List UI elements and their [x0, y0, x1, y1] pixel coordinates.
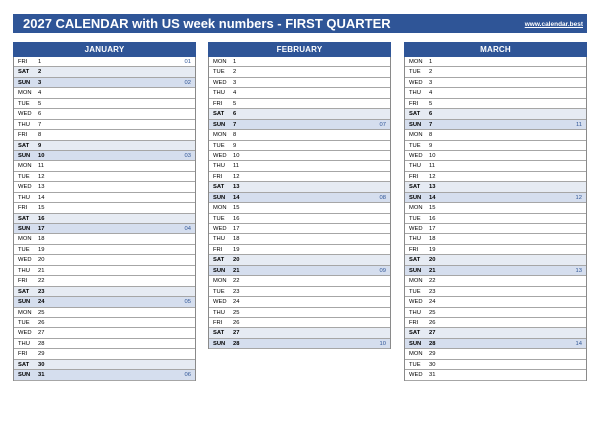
day-number: 26: [233, 319, 240, 326]
day-number: 9: [233, 142, 237, 149]
weekday-label: MON: [213, 278, 227, 285]
day-number: 21: [429, 267, 436, 274]
weekday-label: FRI: [213, 246, 223, 253]
weekday-label: WED: [18, 330, 32, 337]
weekday-label: SUN: [213, 194, 226, 201]
week-number: 03: [184, 152, 191, 159]
day-row: [405, 318, 586, 328]
day-row: [209, 255, 390, 265]
day-number: 15: [38, 205, 45, 212]
day-row: [14, 67, 195, 77]
day-row: [14, 349, 195, 359]
day-row: [209, 266, 390, 276]
day-number: 18: [233, 236, 240, 243]
weekday-label: SUN: [409, 340, 422, 347]
weekday-label: FRI: [213, 319, 223, 326]
day-number: 6: [233, 111, 237, 118]
weekday-label: MON: [409, 132, 423, 139]
day-list: [13, 57, 196, 381]
weekday-label: THU: [213, 309, 225, 316]
day-number: 7: [233, 121, 237, 128]
day-number: 31: [38, 372, 45, 379]
day-number: 8: [429, 132, 433, 139]
weekday-label: FRI: [409, 100, 419, 107]
day-row: [405, 328, 586, 338]
week-number: 04: [184, 226, 191, 232]
day-number: 24: [429, 299, 436, 306]
weekday-label: SAT: [409, 184, 421, 191]
weekday-label: THU: [213, 163, 225, 170]
day-number: 16: [233, 215, 240, 222]
day-number: 2: [38, 69, 42, 76]
day-number: 23: [233, 288, 240, 295]
weekday-label: TUE: [18, 100, 30, 107]
weekday-label: THU: [18, 340, 30, 347]
weekday-label: TUE: [409, 361, 421, 368]
day-number: 16: [429, 215, 436, 222]
day-number: 17: [233, 226, 240, 232]
weekday-label: SAT: [18, 288, 30, 295]
week-number: 01: [184, 59, 191, 65]
weekday-label: FRI: [18, 59, 28, 65]
weekday-label: TUE: [213, 215, 225, 222]
day-number: 18: [38, 236, 45, 243]
weekday-label: FRI: [213, 100, 223, 107]
day-row: [14, 99, 195, 109]
day-row: [405, 120, 586, 130]
weekday-label: SUN: [213, 267, 226, 274]
day-number: 9: [429, 142, 433, 149]
day-row: [209, 78, 390, 88]
day-row: [14, 78, 195, 88]
weekday-label: TUE: [409, 142, 421, 149]
weekday-label: WED: [213, 152, 227, 159]
day-row: [14, 172, 195, 182]
day-row: [405, 255, 586, 265]
day-number: 26: [429, 319, 436, 326]
day-number: 5: [38, 100, 42, 107]
day-row: [405, 109, 586, 119]
weekday-label: SAT: [18, 215, 30, 222]
weekday-label: THU: [409, 236, 421, 243]
day-row: [209, 172, 390, 182]
day-number: 25: [429, 309, 436, 316]
weekday-label: THU: [18, 194, 30, 201]
day-row: [14, 266, 195, 276]
day-number: 12: [233, 173, 240, 180]
day-number: 9: [38, 142, 42, 149]
week-number: 11: [575, 121, 582, 128]
day-number: 15: [429, 205, 436, 212]
weekday-label: SUN: [409, 121, 422, 128]
day-row: [405, 130, 586, 140]
day-number: 8: [233, 132, 237, 139]
weekday-label: WED: [409, 79, 423, 86]
day-number: 6: [429, 111, 433, 118]
day-row: [14, 88, 195, 98]
day-row: [209, 193, 390, 203]
week-number: 02: [184, 79, 191, 86]
weekday-label: SAT: [409, 330, 421, 337]
day-row: [14, 276, 195, 286]
day-row: [14, 161, 195, 171]
week-number: 10: [379, 340, 386, 347]
day-row: [209, 203, 390, 213]
day-number: 28: [429, 340, 436, 347]
weekday-label: MON: [18, 236, 32, 243]
weekday-label: THU: [18, 121, 30, 128]
week-number: 13: [575, 267, 582, 274]
day-row: [14, 370, 195, 380]
day-number: 22: [233, 278, 240, 285]
day-number: 19: [233, 246, 240, 253]
weekday-label: SAT: [213, 111, 225, 118]
day-row: [14, 57, 195, 67]
day-row: [209, 234, 390, 244]
day-list: [208, 57, 391, 349]
day-number: 6: [38, 111, 42, 118]
weekday-label: SAT: [18, 361, 30, 368]
day-number: 10: [233, 152, 240, 159]
week-number: 14: [575, 340, 582, 347]
page-title: 2027 CALENDAR with US week numbers - FIRST QUARTER: [23, 16, 391, 31]
weekday-label: THU: [213, 90, 225, 97]
day-number: 21: [38, 267, 45, 274]
weekday-label: SAT: [213, 257, 225, 264]
day-row: [14, 151, 195, 161]
weekday-label: TUE: [18, 319, 30, 326]
day-number: 8: [38, 132, 42, 139]
day-number: 7: [429, 121, 433, 128]
day-row: [209, 276, 390, 286]
day-number: 5: [233, 100, 237, 107]
day-row: [209, 67, 390, 77]
weekday-label: FRI: [213, 173, 223, 180]
day-number: 11: [38, 163, 45, 170]
day-number: 10: [429, 152, 436, 159]
day-number: 12: [429, 173, 436, 180]
weekday-label: THU: [18, 267, 30, 274]
day-number: 14: [429, 194, 436, 201]
day-list: [404, 57, 587, 381]
week-number: 06: [184, 372, 191, 379]
day-row: [14, 339, 195, 349]
day-number: 10: [38, 152, 45, 159]
day-row: [209, 214, 390, 224]
day-number: 20: [233, 257, 240, 264]
day-row: [14, 203, 195, 213]
week-number: 08: [379, 194, 386, 201]
day-row: [405, 151, 586, 161]
weekday-label: WED: [18, 184, 32, 191]
day-row: [405, 349, 586, 359]
day-row: [405, 88, 586, 98]
day-number: 13: [38, 184, 45, 191]
weekday-label: SUN: [18, 226, 31, 232]
day-row: [14, 297, 195, 307]
week-number: 09: [379, 267, 386, 274]
day-number: 14: [233, 194, 240, 201]
weekday-label: TUE: [18, 173, 30, 180]
day-row: [209, 245, 390, 255]
weekday-label: WED: [213, 226, 227, 232]
day-number: 31: [429, 372, 436, 379]
weekday-label: SAT: [213, 184, 225, 191]
day-row: [14, 318, 195, 328]
day-row: [14, 141, 195, 151]
week-number: 05: [184, 299, 191, 306]
weekday-label: SUN: [18, 372, 31, 379]
page-header: [13, 14, 587, 33]
day-row: [405, 339, 586, 349]
day-row: [405, 297, 586, 307]
day-number: 3: [233, 79, 237, 86]
month-header: FEBRUARY: [208, 42, 391, 57]
day-row: [14, 214, 195, 224]
weekday-label: FRI: [409, 319, 419, 326]
day-row: [405, 276, 586, 286]
day-row: [405, 234, 586, 244]
day-row: [14, 120, 195, 130]
weekday-label: WED: [18, 257, 32, 264]
day-number: 3: [38, 79, 42, 86]
weekday-label: TUE: [213, 142, 225, 149]
day-number: 29: [38, 351, 45, 358]
day-number: 16: [38, 215, 45, 222]
day-number: 14: [38, 194, 45, 201]
day-number: 22: [429, 278, 436, 285]
day-row: [14, 287, 195, 297]
weekday-label: MON: [18, 163, 32, 170]
day-row: [14, 130, 195, 140]
weekday-label: SAT: [213, 330, 225, 337]
day-row: [405, 182, 586, 192]
day-row: [14, 360, 195, 370]
day-row: [405, 141, 586, 151]
weekday-label: SAT: [18, 142, 30, 149]
weekday-label: WED: [409, 372, 423, 379]
day-number: 13: [233, 184, 240, 191]
day-number: 28: [38, 340, 45, 347]
weekday-label: THU: [409, 309, 421, 316]
week-number: 12: [575, 194, 582, 201]
day-number: 28: [233, 340, 240, 347]
day-row: [209, 88, 390, 98]
weekday-label: FRI: [409, 173, 419, 180]
weekday-label: MON: [18, 309, 32, 316]
day-row: [209, 141, 390, 151]
day-number: 3: [429, 79, 433, 86]
day-number: 4: [38, 90, 42, 97]
week-number: 07: [379, 121, 386, 128]
day-number: 11: [233, 163, 240, 170]
day-number: 4: [233, 90, 237, 97]
weekday-label: MON: [213, 205, 227, 212]
day-number: 30: [38, 361, 45, 368]
weekday-label: TUE: [409, 215, 421, 222]
day-row: [14, 308, 195, 318]
weekday-label: SAT: [18, 69, 30, 76]
day-row: [209, 151, 390, 161]
day-row: [405, 224, 586, 234]
day-row: [209, 120, 390, 130]
day-number: 23: [429, 288, 436, 295]
day-number: 12: [38, 173, 45, 180]
weekday-label: WED: [409, 299, 423, 306]
day-number: 27: [233, 330, 240, 337]
day-row: [209, 57, 390, 67]
weekday-label: MON: [409, 278, 423, 285]
day-row: [209, 308, 390, 318]
day-row: [14, 182, 195, 192]
weekday-label: TUE: [409, 69, 421, 76]
day-row: [405, 360, 586, 370]
weekday-label: SUN: [18, 299, 31, 306]
weekday-label: TUE: [213, 69, 225, 76]
weekday-label: FRI: [409, 246, 419, 253]
weekday-label: WED: [213, 79, 227, 86]
month-column-march: [404, 42, 587, 381]
day-number: 2: [233, 69, 237, 76]
day-number: 23: [38, 288, 45, 295]
day-number: 27: [429, 330, 436, 337]
weekday-label: MON: [409, 351, 423, 358]
day-number: 20: [38, 257, 45, 264]
day-row: [14, 193, 195, 203]
weekday-label: TUE: [213, 288, 225, 295]
month-header: JANUARY: [13, 42, 196, 57]
day-number: 20: [429, 257, 436, 264]
day-number: 13: [429, 184, 436, 191]
day-number: 11: [429, 163, 436, 170]
weekday-label: MON: [18, 90, 32, 97]
day-row: [405, 172, 586, 182]
weekday-label: MON: [213, 59, 227, 65]
day-number: 29: [429, 351, 436, 358]
day-row: [14, 224, 195, 234]
day-number: 2: [429, 69, 433, 76]
day-row: [405, 287, 586, 297]
day-row: [209, 99, 390, 109]
weekday-label: FRI: [18, 278, 28, 285]
weekday-label: FRI: [18, 205, 28, 212]
day-row: [405, 203, 586, 213]
day-number: 5: [429, 100, 433, 107]
day-row: [14, 109, 195, 119]
day-number: 19: [429, 246, 436, 253]
weekday-label: MON: [409, 205, 423, 212]
day-row: [14, 245, 195, 255]
day-number: 15: [233, 205, 240, 212]
weekday-label: SUN: [213, 340, 226, 347]
day-number: 1: [38, 59, 42, 65]
day-row: [405, 161, 586, 171]
weekday-label: SUN: [18, 79, 31, 86]
day-row: [405, 99, 586, 109]
weekday-label: SUN: [213, 121, 226, 128]
day-number: 19: [38, 246, 45, 253]
month-column-january: [13, 42, 196, 381]
weekday-label: MON: [213, 132, 227, 139]
day-row: [209, 182, 390, 192]
weekday-label: THU: [409, 90, 421, 97]
day-row: [209, 224, 390, 234]
day-row: [14, 255, 195, 265]
weekday-label: FRI: [18, 351, 28, 358]
day-number: 17: [429, 226, 436, 232]
day-number: 7: [38, 121, 42, 128]
day-row: [405, 214, 586, 224]
day-number: 4: [429, 90, 433, 97]
day-row: [14, 328, 195, 338]
site-link[interactable]: www.calendar.best: [524, 21, 583, 28]
day-number: 30: [429, 361, 436, 368]
day-row: [405, 308, 586, 318]
day-row: [405, 78, 586, 88]
weekday-label: WED: [409, 226, 423, 232]
day-row: [405, 57, 586, 67]
weekday-label: THU: [409, 163, 421, 170]
day-number: 21: [233, 267, 240, 274]
day-row: [405, 266, 586, 276]
day-row: [14, 234, 195, 244]
weekday-label: TUE: [409, 288, 421, 295]
weekday-label: SUN: [409, 267, 422, 274]
day-row: [405, 370, 586, 380]
day-number: 26: [38, 319, 45, 326]
weekday-label: SAT: [409, 257, 421, 264]
weekday-label: WED: [213, 299, 227, 306]
day-number: 22: [38, 278, 45, 285]
day-row: [209, 109, 390, 119]
day-row: [209, 328, 390, 338]
day-number: 24: [38, 299, 45, 306]
day-row: [405, 193, 586, 203]
day-row: [209, 339, 390, 349]
weekday-label: THU: [213, 236, 225, 243]
day-number: 1: [233, 59, 237, 65]
day-number: 27: [38, 330, 45, 337]
weekday-label: MON: [409, 59, 423, 65]
day-number: 17: [38, 226, 45, 232]
day-number: 24: [233, 299, 240, 306]
weekday-label: WED: [409, 152, 423, 159]
weekday-label: SUN: [409, 194, 422, 201]
day-row: [405, 67, 586, 77]
weekday-label: SAT: [409, 111, 421, 118]
weekday-label: FRI: [18, 132, 28, 139]
day-number: 1: [429, 59, 433, 65]
day-row: [209, 318, 390, 328]
day-row: [405, 245, 586, 255]
day-row: [209, 130, 390, 140]
day-number: 18: [429, 236, 436, 243]
day-row: [209, 287, 390, 297]
month-column-february: [208, 42, 391, 349]
day-number: 25: [38, 309, 45, 316]
weekday-label: SUN: [18, 152, 31, 159]
month-header: MARCH: [404, 42, 587, 57]
day-row: [209, 161, 390, 171]
weekday-label: TUE: [18, 246, 30, 253]
day-row: [209, 297, 390, 307]
weekday-label: WED: [18, 111, 32, 118]
day-number: 25: [233, 309, 240, 316]
